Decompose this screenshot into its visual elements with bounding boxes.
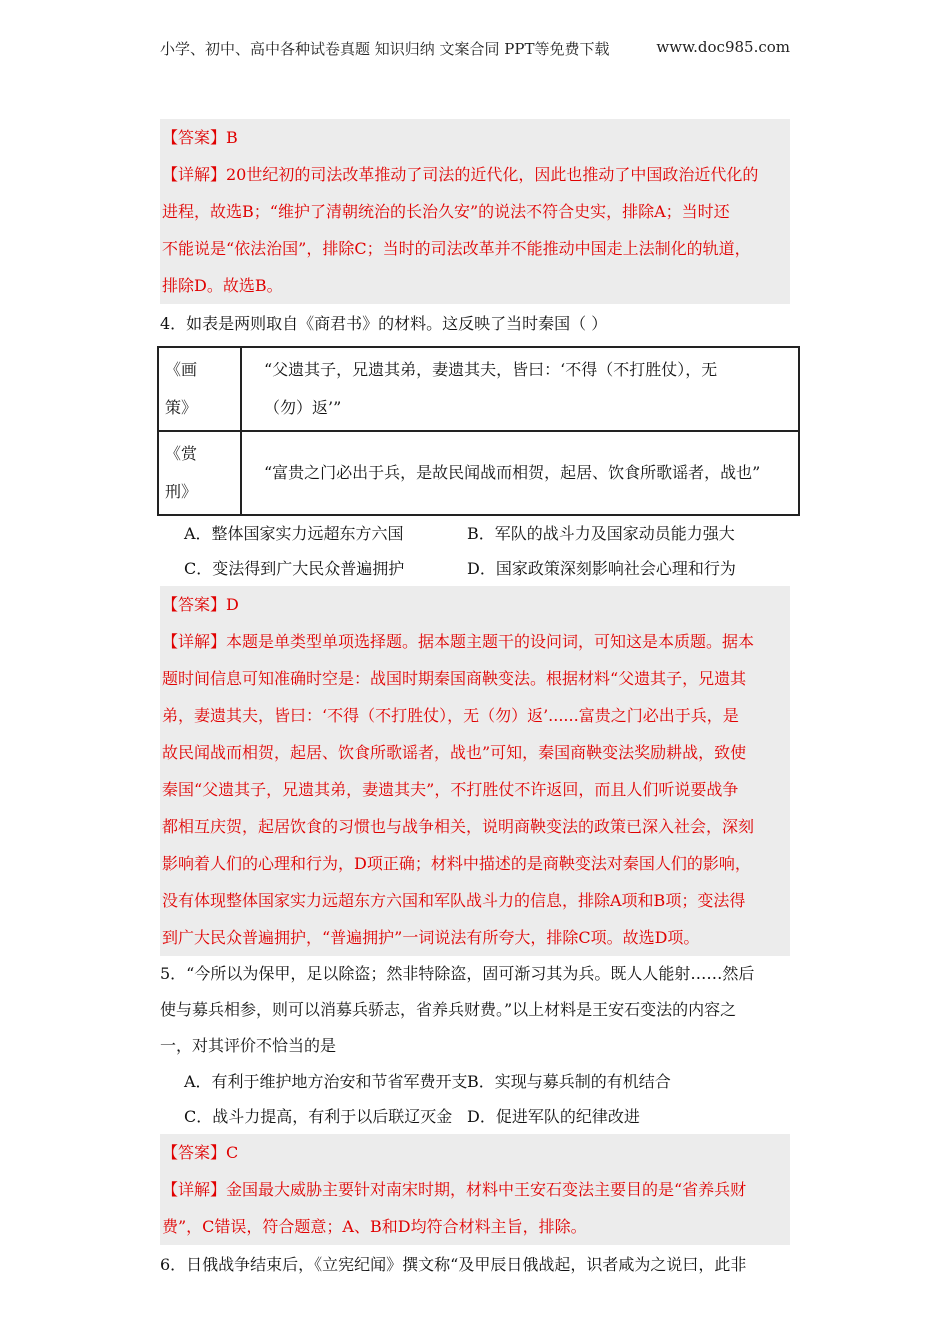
- q3-detail-line: 不能说是“依法治国”，排除C；当时的司法改革并不能推动中国走上法制化的轨道，: [162, 239, 751, 258]
- q4-detail-line: 秦国“父遗其子，兄遗其弟，妻遗其夫”，不打胜仗不许返回，而且人们听说要战争: [162, 780, 739, 799]
- table-title-cell: 《赏 刑》: [158, 431, 241, 515]
- q5-answer: 【答案】C: [162, 1143, 239, 1162]
- option-a[interactable]: A．整体国家实力远超东方六国: [184, 524, 404, 543]
- q4-detail-line: 题时间信息可知准确时空是：战国时期秦国商鞅变法。根据材料“父遗其子，兄遗其: [162, 669, 747, 688]
- q3-detail-line: 排除D。故选B。: [162, 276, 283, 295]
- q5-stem: 5．“今所以为保甲，足以除盗；然非特除盗，固可渐习其为兵。既人人能射……然后 使与募兵相参，则可以消募兵骄志，省养兵财费。”以上材料是王安石变法的内容之 一，对其评价不恰当的是: [160, 964, 755, 1055]
- q4-stem: 4．如表是两则取自《商君书》的材料。这反映了当时秦国（ ）: [160, 314, 608, 333]
- q3-detail-line: 进程，故选B；“维护了清朝统治的长治久安”的说法不符合史实，排除A；当时还: [162, 202, 730, 221]
- option-b[interactable]: B．实现与募兵制的有机结合: [467, 1072, 671, 1091]
- page-content: [160, 119, 790, 1283]
- table-row: [158, 431, 799, 515]
- table-row: [158, 347, 799, 431]
- q5-detail-line: 费”，C错误，符合题意；A、B和D均符合材料主旨，排除。: [162, 1217, 587, 1236]
- option-a[interactable]: A．有利于维护地方治安和节省军费开支: [184, 1072, 468, 1091]
- q4-detail-line: 都相互庆贺，起居饮食的习惯也与战争相关，说明商鞅变法的政策已深入社会，深刻: [162, 817, 755, 836]
- q4-detail-line: 【详解】本题是单类型单项选择题。据本题主题干的设问词，可知这是本质题。据本: [162, 632, 755, 651]
- option-d[interactable]: D．促进军队的纪律改进: [467, 1107, 640, 1126]
- q3-answer-block: [160, 119, 790, 304]
- page-header: [160, 38, 790, 59]
- q5-detail-line: 【详解】金国最大威胁主要针对南宋时期，材料中王安石变法主要目的是“省养兵财: [162, 1180, 747, 1199]
- q5-options: [160, 1064, 790, 1134]
- q4-detail-line: 到广大民众普遍拥护，“普遍拥护”一词说法有所夸大，排除C项。故选D项。: [162, 928, 700, 947]
- q3-detail-line: 【详解】20世纪初的司法改革推动了司法的近代化，因此也推动了中国政治近代化的: [162, 165, 759, 184]
- q4-detail-line: 弟，妻遗其夫，皆曰：‘不得（不打胜仗），无（勿）返’......富贵之门必出于兵，是: [162, 706, 739, 725]
- q4-answer: 【答案】D: [162, 595, 239, 614]
- q4-options: [160, 516, 790, 586]
- q4-detail-line: 没有体现整体国家实力远超东方六国和军队战斗力的信息，排除A项和B项；变法得: [162, 891, 746, 910]
- header-website: www.doc985.com: [656, 38, 790, 56]
- q4-detail-line: 故民闻战而相贺，起居、饮食所歌谣者，战也”可知，秦国商鞅变法奖励耕战，致使: [162, 743, 747, 762]
- header-left-text: 小学、初中、高中各种试卷真题 知识归纳 文案合同 PPT等免费下载: [160, 40, 610, 58]
- table-title-cell: 《画 策》: [158, 347, 241, 431]
- q4-material-table: [157, 346, 800, 516]
- option-d[interactable]: D．国家政策深刻影响社会心理和行为: [467, 559, 736, 578]
- option-c[interactable]: C．战斗力提高，有利于以后联辽灭金: [184, 1107, 453, 1126]
- option-c[interactable]: C．变法得到广大民众普遍拥护: [184, 559, 405, 578]
- q4-detail-line: 影响着人们的心理和行为，D项正确；材料中描述的是商鞅变法对秦国人们的影响，: [162, 854, 751, 873]
- option-b[interactable]: B．军队的战斗力及国家动员能力强大: [467, 524, 735, 543]
- q4-answer-block: [160, 586, 790, 956]
- table-content-cell: “富贵之门必出于兵，是故民闻战而相贺，起居、饮食所歌谣者，战也”: [241, 431, 799, 515]
- q6-stem: 6．日俄战争结束后，《立宪纪闻》撰文称“及甲辰日俄战起，识者咸为之说曰，此非: [160, 1255, 747, 1274]
- q5-answer-block: [160, 1134, 790, 1245]
- table-content-cell: “父遗其子，兄遗其弟，妻遗其夫，皆曰：‘不得（不打胜仗），无 （勿）返’”: [241, 347, 799, 431]
- q3-answer: 【答案】B: [162, 128, 238, 147]
